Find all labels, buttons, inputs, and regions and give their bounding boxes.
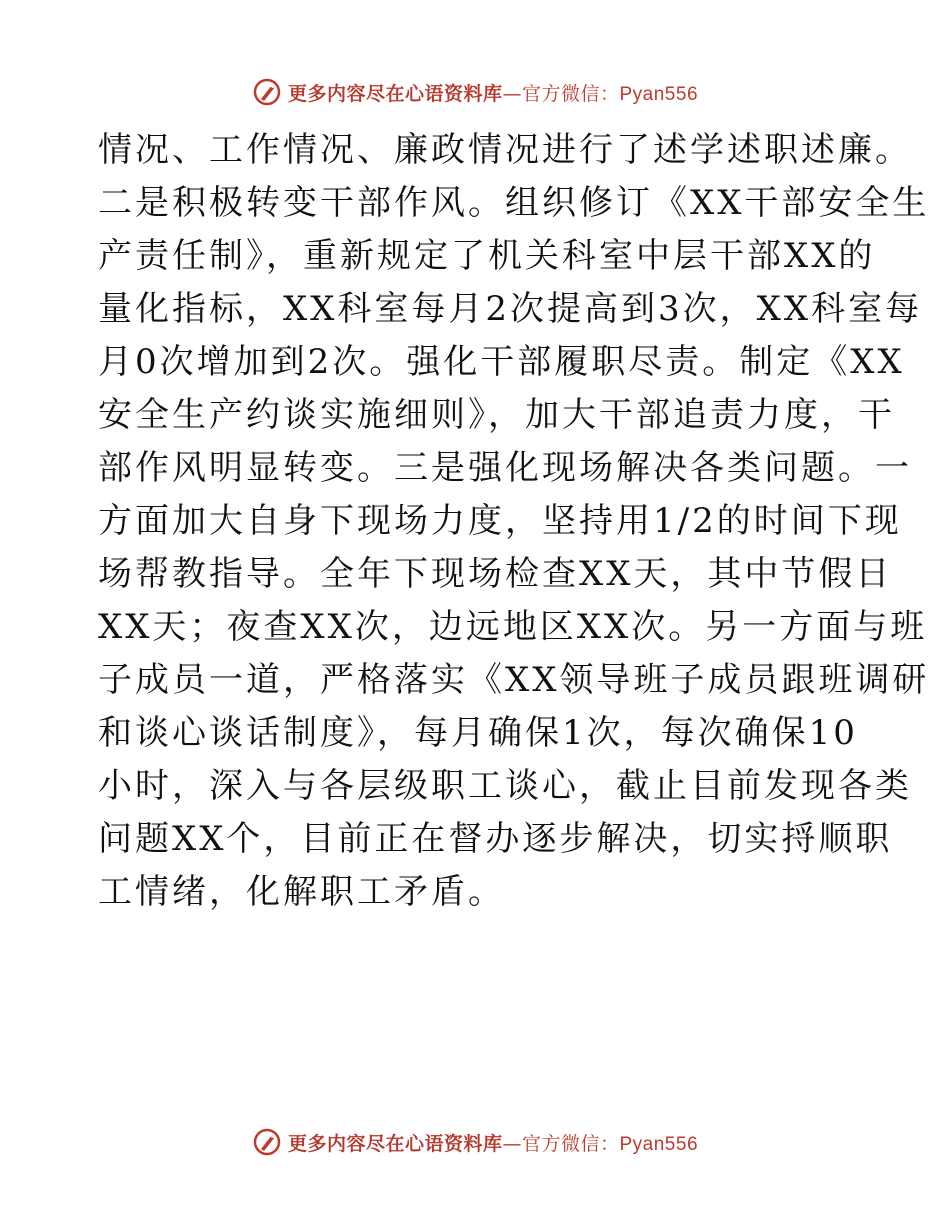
header-watermark bbox=[0, 72, 950, 112]
body-line: 场帮教指导。全年下现场检查XX天，其中节假日 bbox=[98, 554, 893, 594]
body-line: 问题XX个，目前正在督办逐步解决，切实捋顺职 bbox=[98, 819, 893, 859]
quill-logo-icon bbox=[252, 77, 282, 107]
body-line: 月0次增加到2次。强化干部履职尽责。制定《XX bbox=[98, 342, 905, 382]
watermark-text bbox=[288, 1129, 698, 1156]
body-line: 量化指标，XX科室每月2次提高到3次，XX科室每 bbox=[98, 289, 923, 329]
quill-logo-icon bbox=[252, 1127, 282, 1157]
watermark-separator: — bbox=[502, 82, 522, 105]
body-line: 二是积极转变干部作风。组织修订《XX干部安全生 bbox=[98, 183, 930, 223]
watermark-brand: 更多内容尽在心语资料库 bbox=[287, 1132, 503, 1155]
body-line: 小时，深入与各层级职工谈心，截止目前发现各类 bbox=[98, 766, 912, 806]
body-line: 情况、工作情况、廉政情况进行了述学述职述廉。 bbox=[98, 130, 912, 170]
body-line: 子成员一道，严格落实《XX领导班子成员跟班调研 bbox=[98, 660, 930, 700]
watermark-text bbox=[288, 79, 698, 106]
body-line: 产责任制》，重新规定了机关科室中层干部XX的 bbox=[98, 236, 876, 276]
watermark-label: 官方微信： bbox=[521, 1132, 620, 1155]
body-line: 安全生产约谈实施细则》，加大干部追责力度，干 bbox=[98, 395, 895, 435]
body-line: 部作风明显转变。三是强化现场解决各类问题。一 bbox=[98, 448, 912, 488]
body-line: 方面加大自身下现场力度，坚持用1/2的时间下现 bbox=[98, 501, 902, 541]
body-line: XX天；夜查XX次，边远地区XX次。另一方面与班 bbox=[98, 607, 928, 647]
body-line: 工情绪，化解职工矛盾。 bbox=[98, 872, 505, 912]
watermark-id: Pyan556 bbox=[619, 1133, 699, 1155]
watermark-brand: 更多内容尽在心语资料库 bbox=[287, 82, 503, 105]
watermark-separator: — bbox=[502, 1132, 522, 1155]
body-line: 和谈心谈话制度》，每月确保1次，每次确保10 bbox=[98, 713, 858, 753]
watermark-label: 官方微信： bbox=[521, 82, 620, 105]
body-text bbox=[98, 124, 930, 919]
footer-watermark bbox=[0, 1122, 950, 1162]
watermark-id: Pyan556 bbox=[619, 83, 699, 105]
